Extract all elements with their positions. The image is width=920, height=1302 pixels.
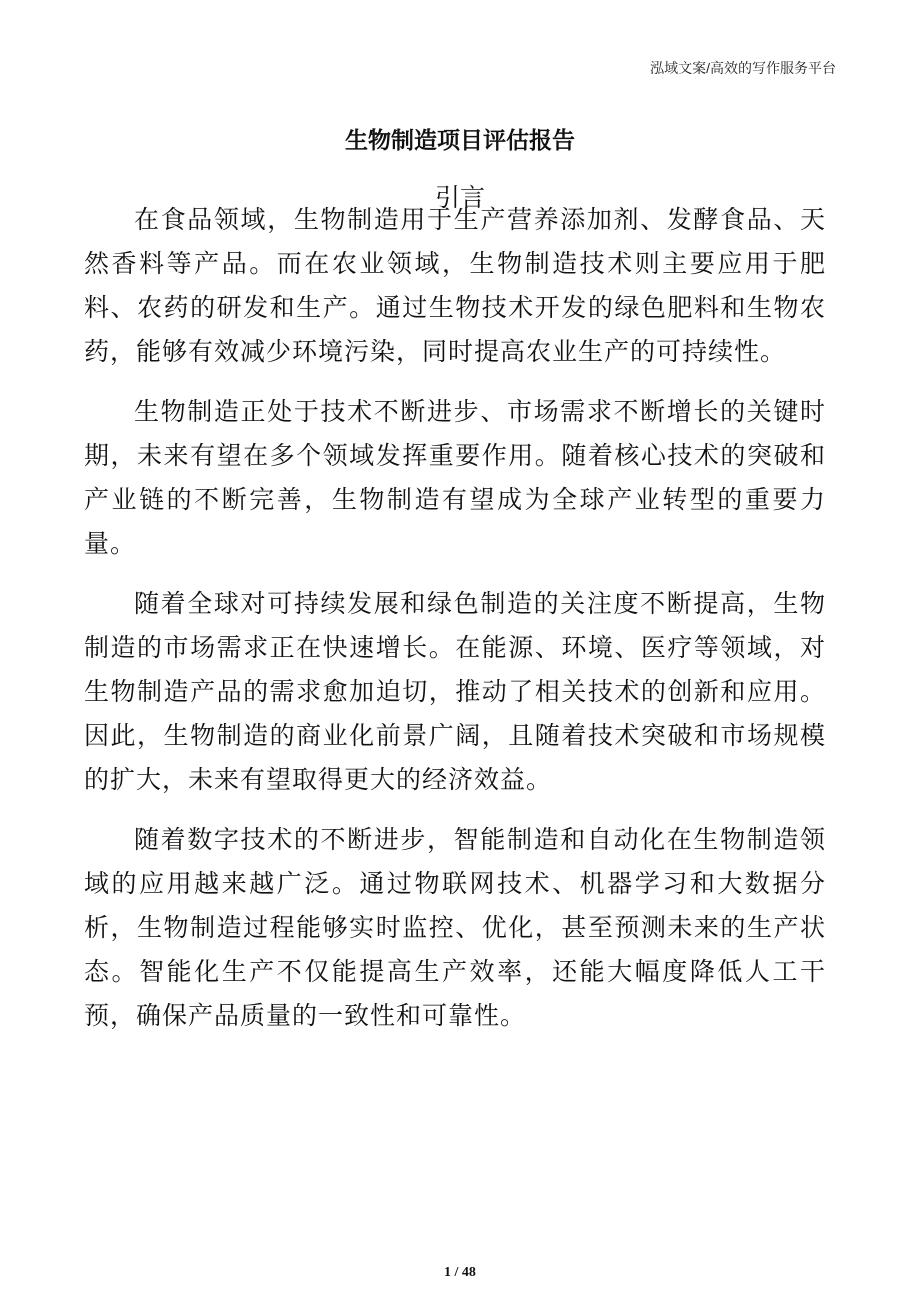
paragraph: 随着数字技术的不断进步，智能制造和自动化在生物制造领域的应用越来越广泛。通过物联网技术、机器学习和大数据分析，生物制造过程能够实时监控、优化，甚至预测未来的生产状态。智能化生产不仅能提高生产效率，还能大幅度降低人工干预，确保产品质量的一致性和可靠性。 [84, 827, 826, 1030]
header-site-name: 泓域文案/高效的写作服务平台 [650, 60, 836, 76]
document-title: 生物制造项目评估报告 [345, 127, 575, 153]
paragraph: 生物制造正处于技术不断进步、市场需求不断增长的关键时期，未来有望在多个领域发挥重要作用。随着核心技术的突破和产业链的不断完善，生物制造有望成为全球产业转型的重要力量。 [84, 399, 826, 558]
page-indicator: 1 / 48 [444, 1265, 476, 1280]
section-heading: 引言 [434, 184, 485, 212]
paragraph: 随着全球对可持续发展和绿色制造的关注度不断提高，生物制造的市场需求正在快速增长。在能源、环境、医疗等领域，对生物制造产品的需求愈加迫切，推动了相关技术的创新和应用。因此，生物制造的商业化前景广阔，且随着技术突破和市场规模的扩大，未来有望取得更大的经济效益。 [84, 591, 826, 794]
paragraph: 在食品领域，生物制造用于生产营养添加剂、发酵食品、天然香料等产品。而在农业领域，生物制造技术则主要应用于肥料、农药的研发和生产。通过生物技术开发的绿色肥料和生物农药，能够有效减少环境污染，同时提高农业生产的可持续性。 [84, 207, 826, 366]
document-body [84, 199, 826, 1055]
